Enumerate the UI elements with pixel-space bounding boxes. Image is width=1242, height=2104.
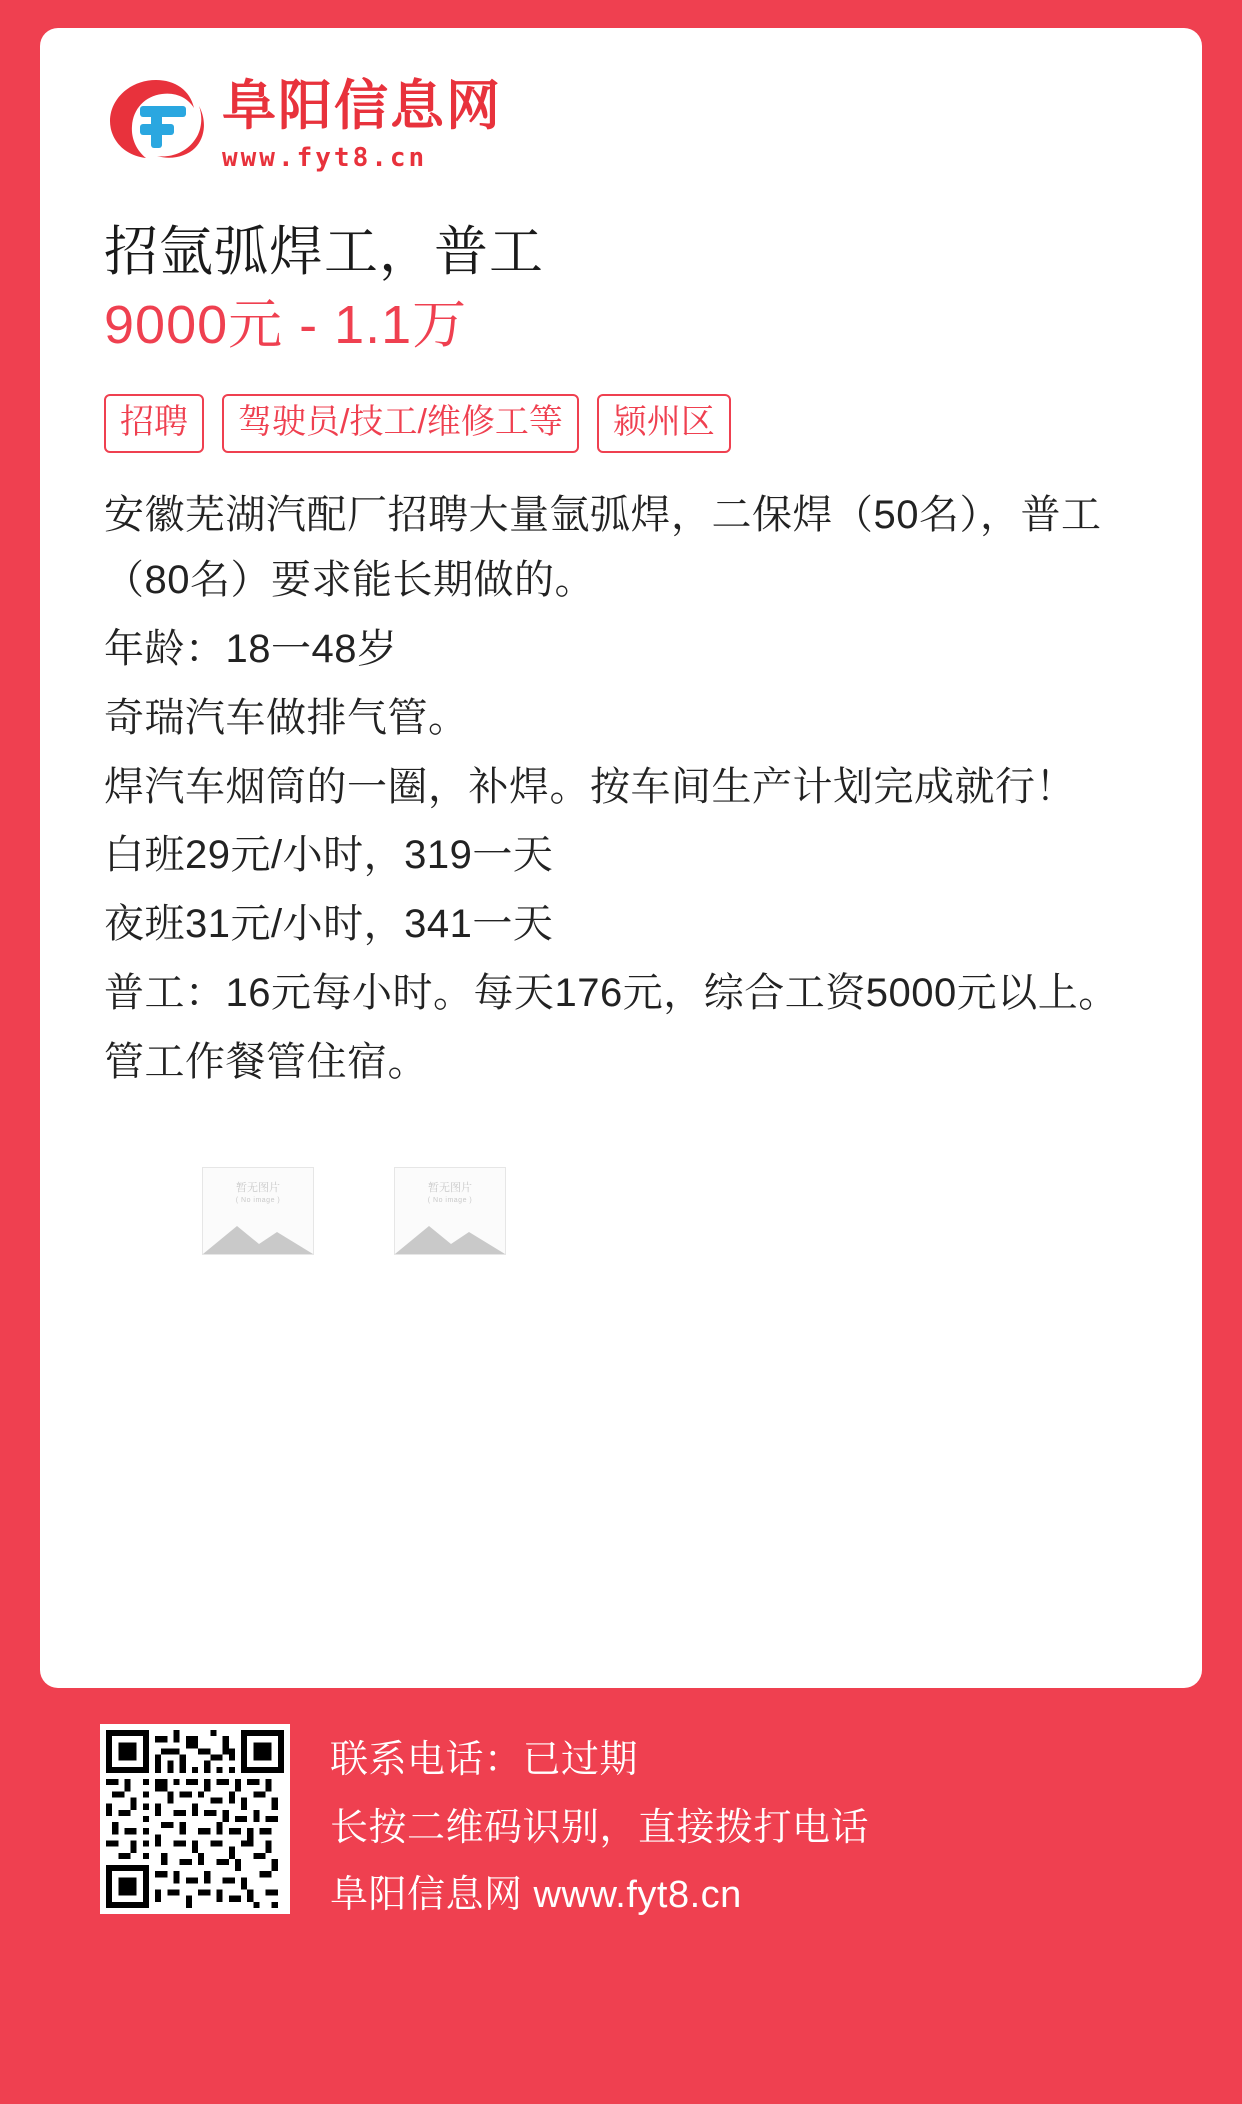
placeholder-title: 暂无图片: [236, 1181, 280, 1194]
image-mountain-icon: [395, 1210, 505, 1254]
placeholder-subtitle: ( No image ): [235, 1197, 281, 1205]
tag-position[interactable]: 驾驶员/技工/维修工等: [222, 394, 579, 454]
desc-line: 管工作餐管住宿。: [104, 1039, 428, 1084]
fuyang-f-logo-icon: [104, 76, 208, 162]
image-placeholder[interactable]: [394, 1167, 506, 1255]
desc-line: 夜班31元/小时，341一天: [104, 902, 554, 947]
tag-category[interactable]: 招聘: [104, 394, 204, 454]
tag-district[interactable]: 颍州区: [597, 394, 731, 454]
brand-header: [104, 76, 1160, 173]
tag-list: [104, 394, 1160, 454]
desc-line: 普工：16元每小时。每天176元，综合工资5000元以上。: [104, 971, 1119, 1016]
brand-name: 阜阳信息网: [222, 76, 502, 136]
desc-line: 安徽芜湖汽配厂招聘大量氩弧焊，二保焊（50名），普工（80名）要求能长期做的。: [104, 493, 1102, 603]
placeholder-subtitle: ( No image ): [427, 1197, 473, 1205]
image-thumbnail-list: [202, 1167, 1160, 1255]
salary-range: 9000元 - 1.1万: [104, 295, 468, 356]
image-mountain-icon: [203, 1210, 313, 1254]
desc-line: 奇瑞汽车做排气管。: [104, 695, 469, 740]
brand-url: www.fyt8.cn: [222, 142, 428, 173]
image-placeholder[interactable]: [202, 1167, 314, 1255]
qr-hint: 长按二维码识别，直接拨打电话: [330, 1806, 870, 1849]
qr-code-icon[interactable]: [100, 1724, 290, 1914]
poster-footer: [40, 1688, 1202, 1933]
site-credit: 阜阳信息网 www.fyt8.cn: [330, 1874, 742, 1917]
desc-line: 年龄：18一48岁: [104, 627, 398, 672]
placeholder-title: 暂无图片: [428, 1181, 472, 1194]
footer-text-block: [330, 1724, 869, 1933]
desc-line: 白班29元/小时，319一天: [104, 833, 554, 878]
page-title: 招氩弧焊工，普工: [104, 221, 544, 282]
contact-phone: 联系电话：已过期: [330, 1739, 639, 1781]
brand-text: [222, 76, 502, 173]
desc-line: 焊汽车烟筒的一圈，补焊。按车间生产计划完成就行！: [104, 764, 1076, 809]
job-card: [40, 28, 1202, 1688]
job-description: [104, 483, 1134, 1094]
